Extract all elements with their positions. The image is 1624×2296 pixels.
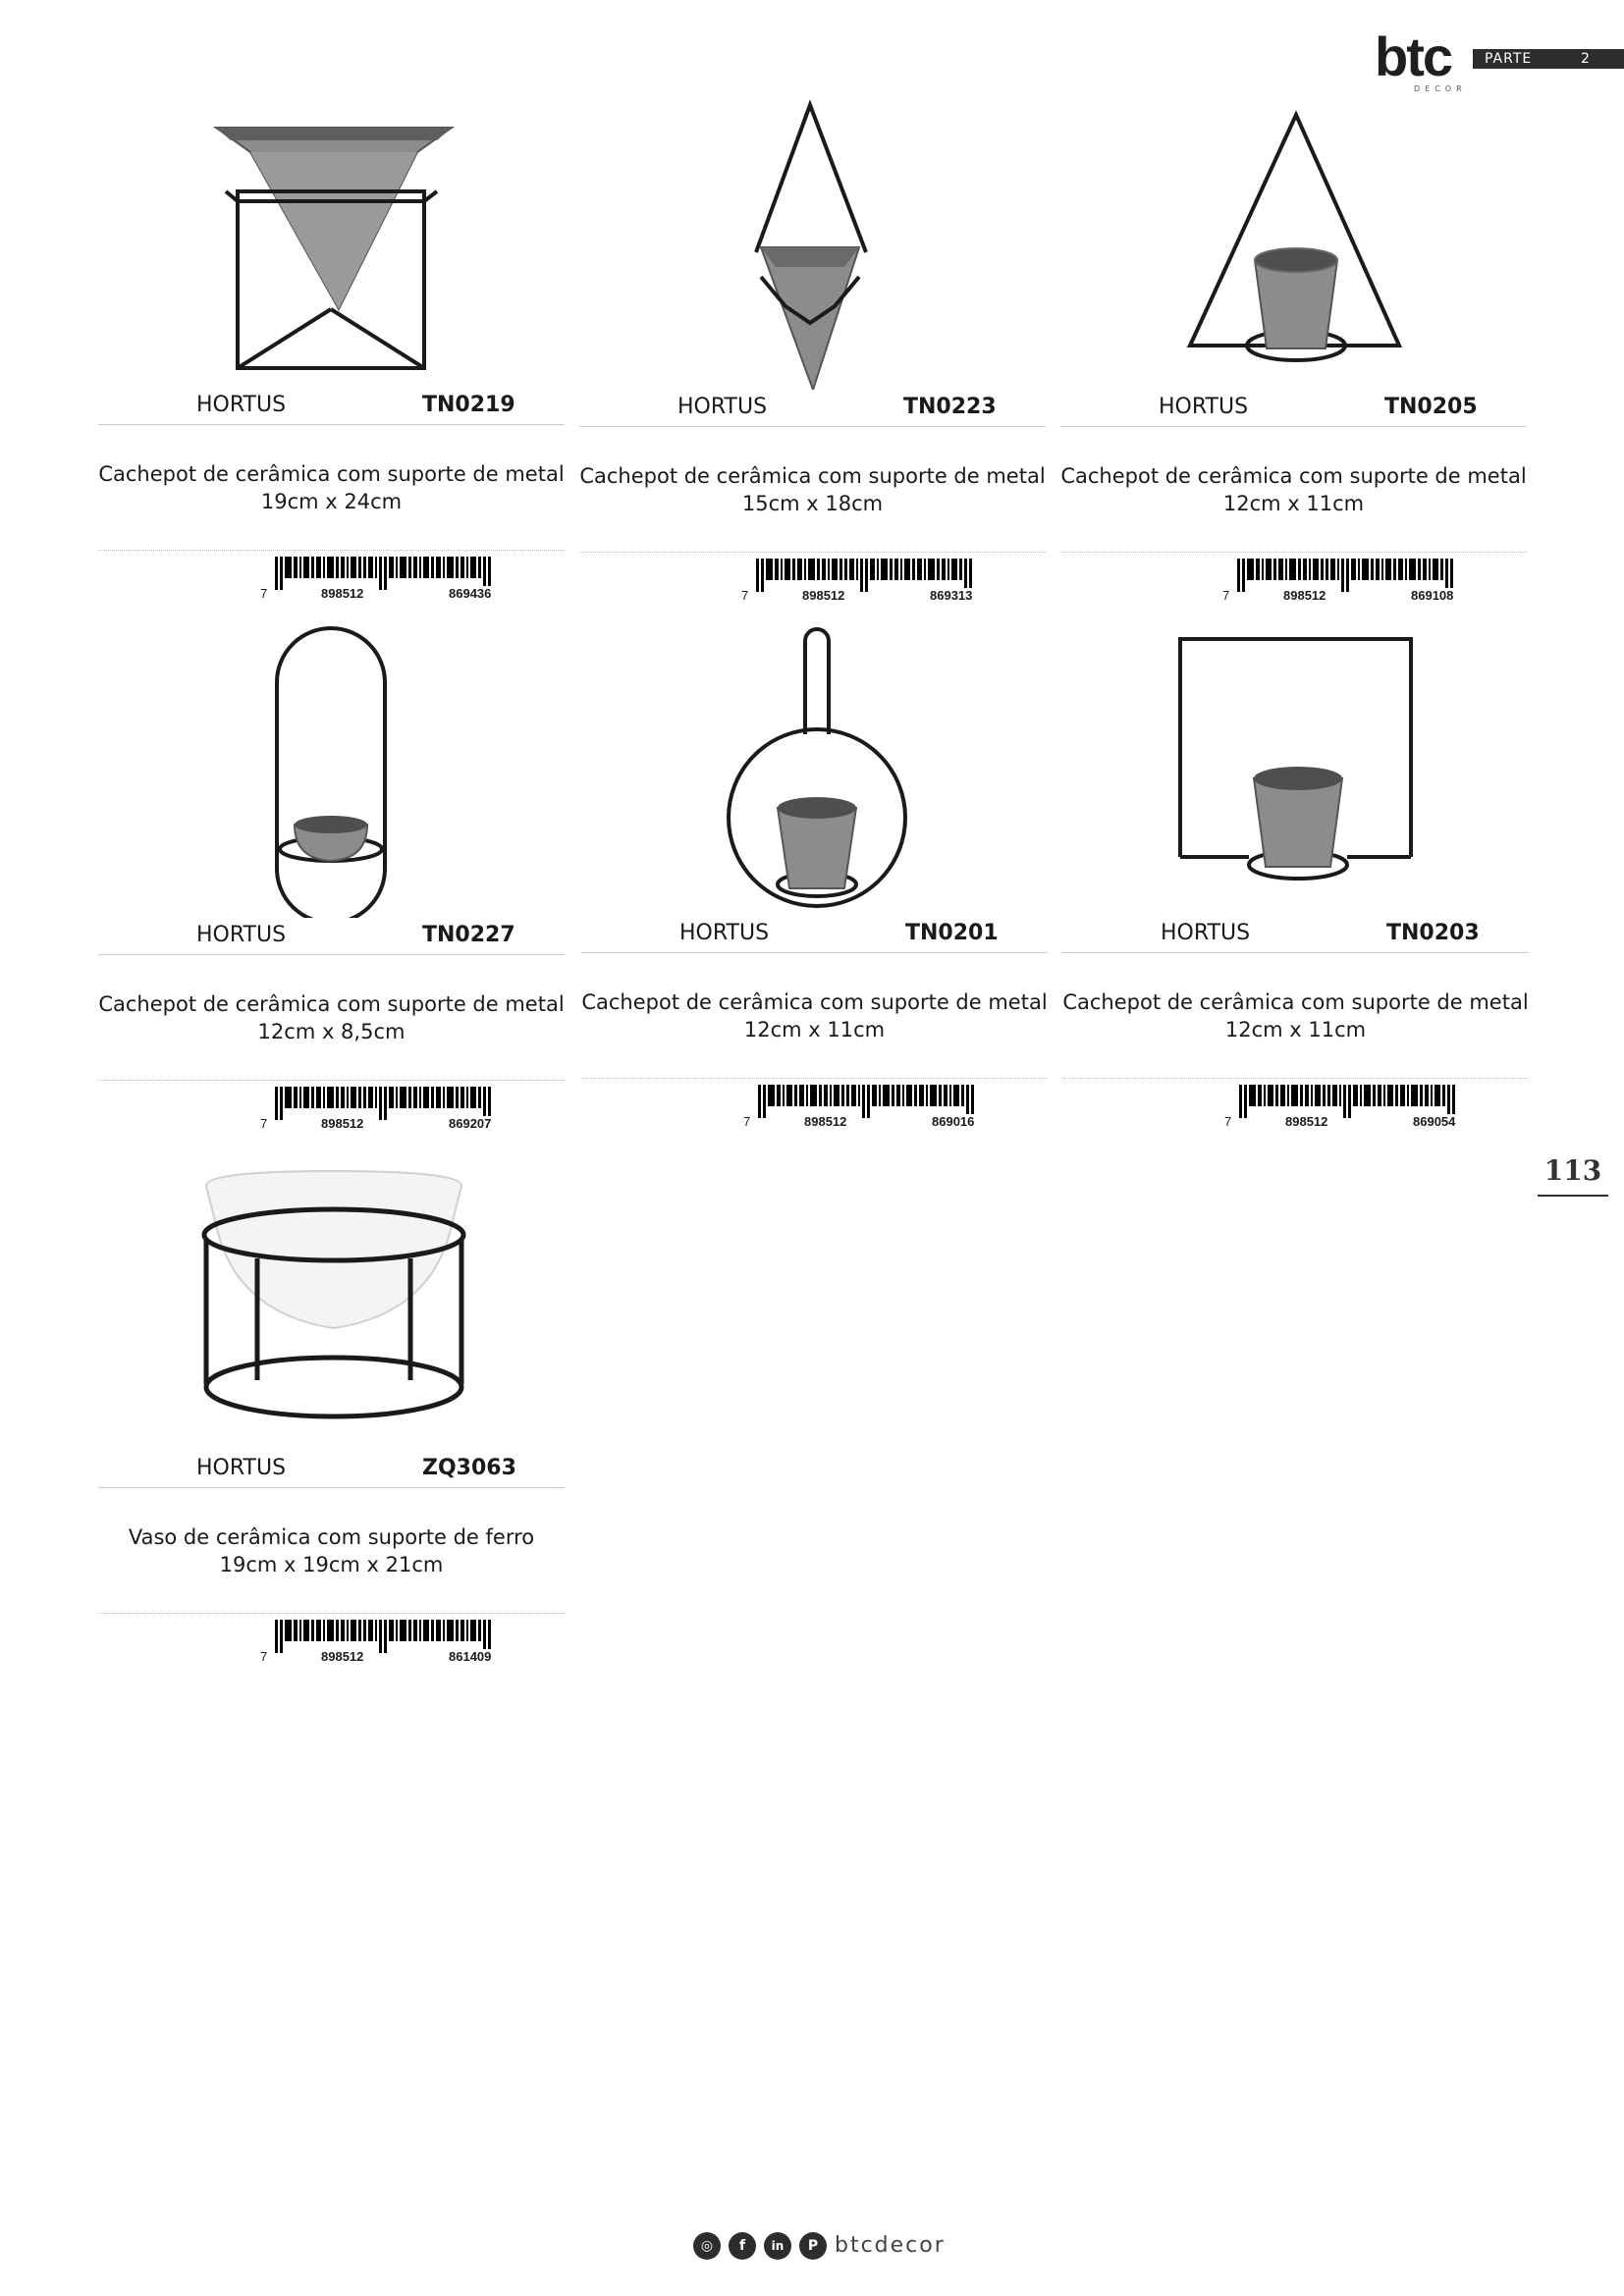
product-brand: HORTUS (1161, 921, 1251, 945)
barcode (1219, 1085, 1514, 1134)
product-description (581, 988, 1048, 1043)
product-code: TN0205 (1384, 395, 1478, 419)
barcode-digits: 869054 (1413, 1114, 1456, 1129)
product-code: TN0201 (905, 921, 999, 945)
divider (581, 952, 1048, 953)
product-image (1131, 621, 1465, 916)
barcode-digits: 869016 (932, 1114, 975, 1129)
barcode-digits: 898512 (321, 586, 364, 601)
product-code: TN0219 (422, 393, 515, 417)
barcode-digit: 7 (1222, 588, 1230, 603)
product-brand: HORTUS (196, 393, 287, 417)
divider-dotted (1062, 1078, 1529, 1079)
product-image (1129, 95, 1463, 390)
social-handle[interactable]: btcdecor (835, 2233, 946, 2258)
product-card (1060, 95, 1532, 625)
dimensions: 12cm x 11cm (1224, 1018, 1367, 1041)
barcode (255, 557, 550, 606)
product-description (98, 990, 565, 1045)
barcode-digits: 869436 (449, 586, 492, 601)
product-description (1060, 462, 1527, 517)
product-code: TN0203 (1386, 921, 1480, 945)
barcode-bars (275, 1087, 540, 1120)
product-card (98, 1156, 569, 1686)
description-line: Cachepot de cerâmica com suporte de metal (581, 990, 1048, 1014)
divider (98, 954, 565, 955)
product-code: TN0223 (903, 395, 997, 419)
divider-dotted (98, 1613, 565, 1614)
product-brand: HORTUS (679, 921, 770, 945)
barcode (1218, 559, 1512, 608)
dimensions: 12cm x 8,5cm (257, 1020, 406, 1043)
barcode-bars (756, 559, 1021, 592)
barcode-digits: 869313 (930, 588, 973, 603)
page-number: 113 (1543, 1154, 1602, 1187)
divider-dotted (98, 1080, 565, 1081)
barcode-digit: 7 (743, 1114, 751, 1129)
dimensions: 19cm x 24cm (260, 490, 403, 513)
logo-text: btc (1375, 26, 1451, 87)
product-card (579, 95, 1051, 625)
product-brand: HORTUS (677, 395, 768, 419)
description-line: Vaso de cerâmica com suporte de ferro (128, 1525, 535, 1549)
product-description (579, 462, 1046, 517)
barcode-bars (1237, 559, 1502, 592)
logo-subtext: DECOR (1414, 84, 1467, 93)
product-card (581, 621, 1053, 1151)
product-brand: HORTUS (1159, 395, 1249, 419)
dimensions: 15cm x 18cm (741, 492, 884, 515)
instagram-icon[interactable]: ◎ (693, 2232, 721, 2260)
dimensions: 12cm x 11cm (743, 1018, 886, 1041)
product-code: TN0227 (422, 923, 515, 947)
product-description (98, 460, 565, 515)
description-line: Cachepot de cerâmica com suporte de metal (1062, 990, 1529, 1014)
product-image (648, 95, 982, 390)
barcode (255, 1087, 550, 1136)
linkedin-icon[interactable]: in (764, 2232, 791, 2260)
section-number: 2 (1581, 51, 1590, 67)
section-bar (1473, 49, 1624, 69)
facebook-icon[interactable]: f (729, 2232, 756, 2260)
section-label: PARTE (1485, 51, 1533, 67)
description-line: Cachepot de cerâmica com suporte de metal (98, 992, 565, 1016)
description-line: Cachepot de cerâmica com suporte de metal (98, 462, 565, 486)
pinterest-icon[interactable]: P (799, 2232, 827, 2260)
product-card (98, 93, 569, 623)
divider (1060, 426, 1527, 427)
product-card (1062, 621, 1534, 1151)
barcode-digits: 898512 (321, 1116, 364, 1131)
barcode-bars (758, 1085, 1023, 1118)
product-code: ZQ3063 (422, 1456, 516, 1480)
barcode-digit: 7 (260, 1649, 268, 1664)
barcode-digits: 898512 (802, 588, 845, 603)
description-line: Cachepot de cerâmica com suporte de metal (579, 464, 1046, 488)
barcode-digit: 7 (260, 1116, 268, 1131)
divider-dotted (579, 552, 1046, 553)
dimensions: 12cm x 11cm (1222, 492, 1365, 515)
barcode-digits: 898512 (804, 1114, 847, 1129)
barcode-digits: 898512 (1283, 588, 1326, 603)
description-line: Cachepot de cerâmica com suporte de metal (1060, 464, 1527, 488)
barcode-bars (275, 557, 540, 590)
barcode-digit: 7 (1224, 1114, 1232, 1129)
divider (579, 426, 1046, 427)
product-brand: HORTUS (196, 1456, 287, 1480)
barcode (255, 1620, 550, 1669)
product-description (1062, 988, 1529, 1043)
product-brand: HORTUS (196, 923, 287, 947)
barcode-digit: 7 (741, 588, 749, 603)
barcode (736, 559, 1031, 608)
barcode-digits: 869207 (449, 1116, 492, 1131)
divider (98, 424, 565, 425)
divider (1062, 952, 1529, 953)
product-image (650, 621, 984, 916)
product-card (98, 623, 569, 1153)
footer-social (693, 2232, 948, 2262)
divider-dotted (1060, 552, 1527, 553)
brand-logo (1375, 26, 1473, 93)
barcode (738, 1085, 1033, 1134)
barcode-bars (275, 1620, 540, 1653)
product-description (98, 1523, 565, 1578)
divider-dotted (581, 1078, 1048, 1079)
product-image (167, 93, 501, 388)
barcode-digits: 861409 (449, 1649, 492, 1664)
barcode-digits: 898512 (1285, 1114, 1328, 1129)
divider-dotted (98, 550, 565, 551)
barcode-bars (1239, 1085, 1504, 1118)
divider (98, 1487, 565, 1488)
page-number-underline (1538, 1195, 1608, 1197)
barcode-digit: 7 (260, 586, 268, 601)
product-image (167, 623, 501, 918)
barcode-digits: 898512 (321, 1649, 364, 1664)
barcode-digits: 869108 (1411, 588, 1454, 603)
product-image (167, 1156, 501, 1451)
dimensions: 19cm x 19cm x 21cm (219, 1553, 444, 1576)
